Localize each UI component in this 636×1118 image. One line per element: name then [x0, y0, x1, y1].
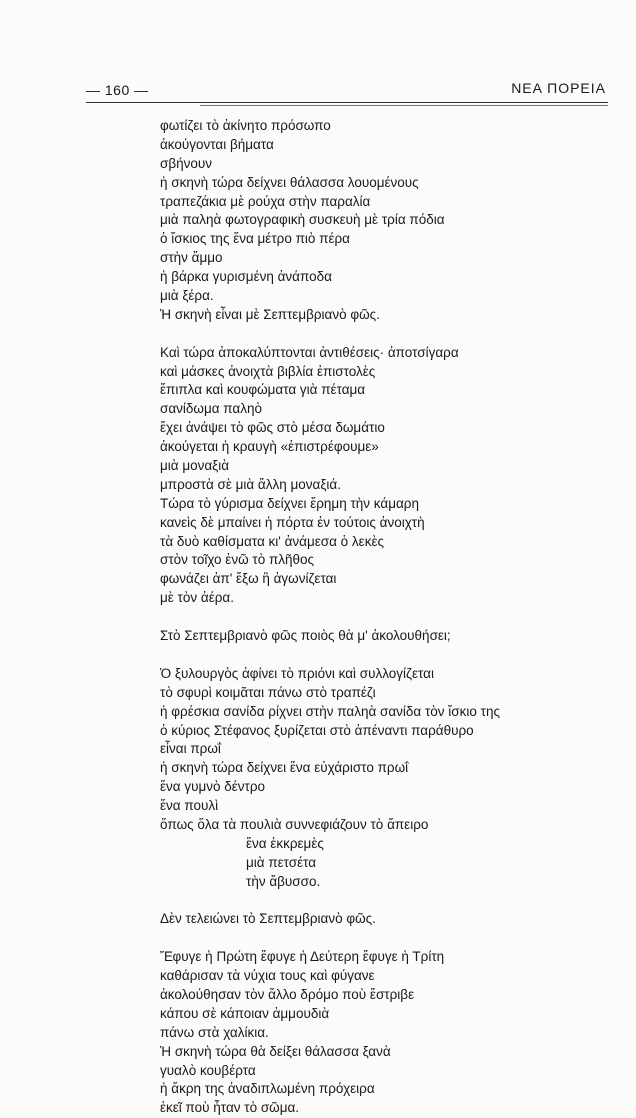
poem-line: μιὰ ξέρα. [160, 288, 214, 304]
poem-line-indented: ἕνα ἐκκρεμὲς [246, 835, 324, 851]
poem-line: ἀκολούθησαν τὸν ἄλλο δρόμο ποὺ ἔστριβε [160, 986, 415, 1002]
page-number: — 160 — [86, 82, 149, 98]
stanza-gap [160, 929, 600, 948]
poem-line: ἕνα γυμνὸ δέντρο [160, 779, 266, 795]
poem-line: ἐκεῖ ποὺ ἦταν τὸ σῶμα. [160, 1100, 300, 1116]
poem-line: Ἡ σκηνὴ εἶναι μὲ Σεπτεμβριανὸ φῶς. [160, 306, 380, 322]
poem-line-indented: τὴν ἄβυσσο. [246, 873, 321, 889]
stanza-gap [160, 608, 600, 627]
poem-line: τὰ δυὸ καθίσματα κι' ἀνάμεσα ὁ λεκὲς [160, 533, 384, 549]
poem-line: ἡ φρέσκια σανίδα ρίχνει στὴν παληὰ σανίδα τὸν ἴσκιο της [160, 703, 500, 719]
stanza-1 [160, 117, 600, 325]
poem-line: ἡ σκηνὴ τώρα δείχνει θάλασσα λουομένους [160, 174, 419, 190]
poem-line: ὅπως ὅλα τὰ πουλιὰ συννεφιάζουν τὸ ἄπειρο [160, 816, 429, 832]
stanza-gap [160, 892, 600, 911]
poem-line: ἕνα πουλὶ [160, 798, 219, 814]
poem-line: ἡ σκηνὴ τώρα δείχνει ἕνα εὐχάριστο πρωΐ [160, 760, 409, 776]
poem-line: σανίδωμα παληὸ [160, 401, 262, 417]
poem-line: πάνω στὰ χαλίκια. [160, 1024, 269, 1040]
poem-line: Καὶ τώρα ἀποκαλύπτονται ἀντιθέσεις· ἀποτσίγαρα [160, 344, 459, 360]
poem-line: μὲ τὸν ἀέρα. [160, 590, 234, 606]
stanza-gap [160, 646, 600, 665]
poem-line: τὸ σφυρὶ κοιμᾶται πάνω στὸ τραπέζι [160, 684, 376, 700]
poem-line: Ἔφυγε ἡ Πρώτη ἔφυγε ἡ Δεύτερη ἔφυγε ἡ Τρίτη [160, 949, 445, 965]
stanza-2 [160, 344, 600, 608]
poem-line: στὴν ἄμμο [160, 250, 223, 266]
poem-line: μιὰ παληὰ φωτογραφικὴ συσκευὴ μὲ τρία πόδια [160, 212, 445, 228]
poem-line: μπροστὰ σὲ μιὰ ἄλλη μοναξιά. [160, 476, 341, 492]
poem-line: εἶναι πρωΐ [160, 741, 221, 757]
stanza-gap [160, 325, 600, 344]
poem-line: μιὰ μοναξιὰ [160, 458, 230, 474]
poem-line: σβήνουν [160, 155, 212, 171]
poem-line-indented: μιὰ πετσέτα [246, 854, 317, 870]
stanza-3 [160, 627, 600, 646]
poem-line: ὁ κύριος Στέφανος ξυρίζεται στὸ ἀπέναντι παράθυρο [160, 722, 474, 738]
poem-line: στὸν τοῖχο ἐνῶ τὸ πλῆθος [160, 552, 315, 568]
poem-body [160, 117, 600, 1118]
poem-line: φωτίζει τὸ ἀκίνητο πρόσωπο [160, 118, 331, 133]
page-header [86, 80, 606, 104]
poem-line: Στὸ Σεπτεμβριανὸ φῶς ποιὸς θὰ μ' ἀκολουθήσει; [160, 628, 451, 644]
poem-line: ἡ βάρκα γυρισμένη ἀνάποδα [160, 269, 332, 285]
poem-line: καὶ μάσκες ἀνοιχτὰ βιβλία ἐπιστολὲς [160, 363, 376, 379]
poem-line: φωνάζει ἀπ' ἔξω ἢ ἀγωνίζεται [160, 571, 337, 587]
poem-line: γυαλὸ κουβέρτα [160, 1062, 256, 1078]
stanza-6 [160, 948, 600, 1118]
poem-line: ἔχει ἀνάψει τὸ φῶς στὸ μέσα δωμάτιο [160, 420, 385, 436]
poem-line: ἀκούγεται ἡ κραυγὴ «ἐπιστρέφουμε» [160, 439, 379, 455]
poem-line: Τώρα τὸ γύρισμα δείχνει ἔρημη τὴν κάμαρη [160, 495, 419, 511]
header-rule-secondary [200, 105, 608, 106]
stanza-5 [160, 910, 600, 929]
poem-line: κανεὶς δὲ μπαίνει ἡ πόρτα ἐν τούτοις ἀνοιχτὴ [160, 514, 425, 530]
poem-line: ἔπιπλα καὶ κουφώματα γιὰ πέταμα [160, 382, 366, 398]
poem-line: καθάρισαν τὰ νύχια τους καὶ φύγανε [160, 968, 375, 984]
poem-line: Ὁ ξυλουργὸς ἀφίνει τὸ πριόνι καὶ συλλογίζεται [160, 665, 434, 681]
poem-line: ὁ ἴσκιος της ἕνα μέτρο πιὸ πέρα [160, 231, 350, 247]
header-rule [86, 102, 608, 103]
poem-line: Δὲν τελειώνει τὸ Σεπτεμβριανὸ φῶς. [160, 911, 376, 927]
poem-line: τραπεζάκια μὲ ρούχα στὴν παραλία [160, 193, 371, 209]
poem-line: ἀκούγονται βήματα [160, 136, 274, 152]
poem-line: Ἡ σκηνὴ τώρα θὰ δείξει θάλασσα ξανὰ [160, 1043, 391, 1059]
journal-title: ΝΕΑ ΠΟΡΕΙΑ [511, 80, 606, 96]
poem-line: ἡ ἄκρη της ἀναδιπλωμένη πρόχειρα [160, 1081, 375, 1097]
stanza-4 [160, 665, 600, 892]
poem-line: κάπου σὲ κάποιαν ἀμμουδιὰ [160, 1005, 330, 1021]
